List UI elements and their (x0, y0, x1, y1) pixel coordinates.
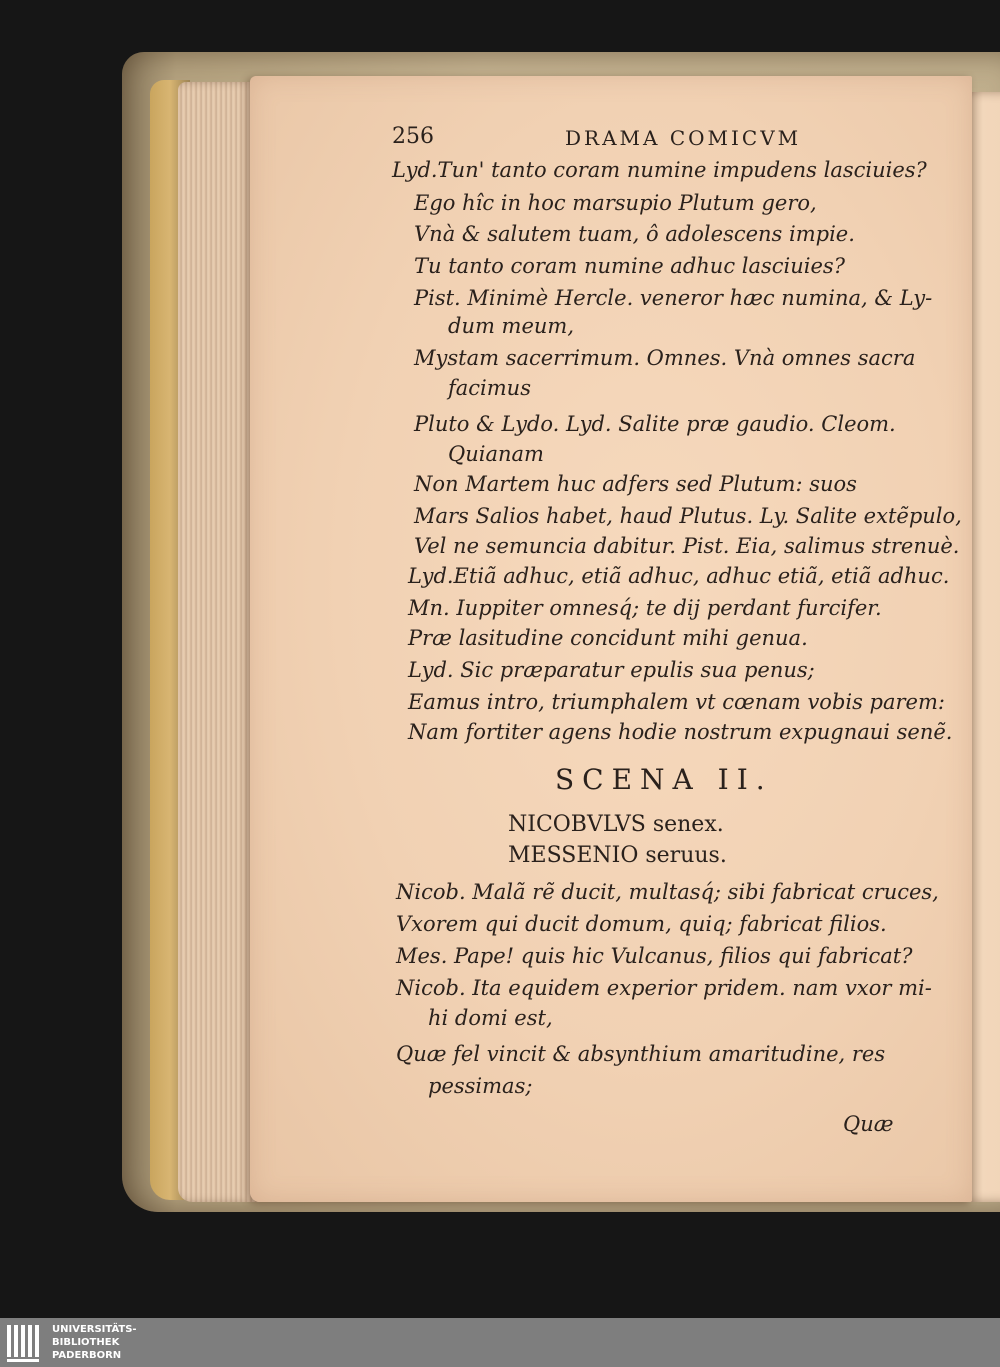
library-footer (0, 1318, 1000, 1367)
text-line: Nam fortiter agens hodie nostrum expugnaui senẽ. (408, 720, 953, 744)
text-line: Nicob. Malã rẽ ducit, multasq́; sibi fabricat cruces, (396, 880, 939, 904)
text-line: Lyd.Etiã adhuc, etiã adhuc, adhuc etiã, etiã adhuc. (408, 564, 950, 588)
scene-heading: SCENA II. (555, 763, 773, 796)
text-line: Præ lasitudine concidunt mihi genua. (408, 626, 808, 650)
text-line: Eamus intro, triumphalem vt cœnam vobis parem: (408, 690, 945, 714)
text-line: Ego hîc in hoc marsupio Plutum gero, (414, 191, 817, 215)
text-line: Vnà & salutem tuam, ô adolescens impie. (414, 222, 855, 246)
text-line: hi domi est, (428, 1006, 553, 1030)
text-line: dum meum, (448, 314, 575, 338)
library-name-line: PADERBORN (52, 1350, 122, 1361)
text-line: Pluto & Lydo. Lyd. Salite præ gaudio. Cleom. (414, 412, 896, 436)
text-line: Vel ne semuncia dabitur. Pist. Eia, salimus strenuè. (414, 534, 960, 558)
text-line: Quæ fel vincit & absynthium amaritudine, res (396, 1042, 886, 1066)
text-line: facimus (448, 376, 531, 400)
text-line: Vxorem qui ducit domum, quiq; fabricat filios. (396, 912, 887, 936)
text-line: Mes. Pape! quis hic Vulcanus, filios qui fabricat? (396, 944, 913, 968)
text-line: Lyd. Sic præparatur epulis sua penus; (408, 658, 815, 682)
running-head: DRAMA COMICVM (565, 126, 802, 150)
text-line: Quianam (448, 442, 544, 466)
catchword: Quæ (843, 1112, 894, 1136)
library-name (52, 1323, 137, 1362)
library-name-line: BIBLIOTHEK (52, 1337, 120, 1348)
page-number: 256 (392, 124, 434, 149)
text-line: Mn. Iuppiter omnesq́; te dij perdant furcifer. (408, 596, 882, 620)
dramatis-persona: MESSENIO seruus. (508, 843, 727, 868)
text-line: Nicob. Ita equidem experior pridem. nam vxor mi- (396, 976, 932, 1000)
text-line: Tu tanto coram numine adhuc lasciuies? (414, 254, 845, 278)
library-name-line: UNIVERSITÄTS- (52, 1324, 137, 1335)
text-line: Lyd.Tun' tanto coram numine impudens lasciuies? (392, 158, 927, 182)
text-line: Mars Salios habet, haud Plutus. Ly. Salite extẽpulo, (414, 504, 962, 528)
dramatis-persona: NICOBVLVS senex. (508, 812, 724, 837)
text-line: Mystam sacerrimum. Omnes. Vnà omnes sacra (414, 346, 916, 370)
text-line: Pist. Minimè Hercle. veneror hæc numina, & Ly- (414, 286, 933, 310)
text-line: pessimas; (428, 1074, 533, 1098)
university-library-logo-icon (5, 1323, 43, 1363)
text-line: Non Martem huc adfers sed Plutum: suos (414, 472, 857, 496)
